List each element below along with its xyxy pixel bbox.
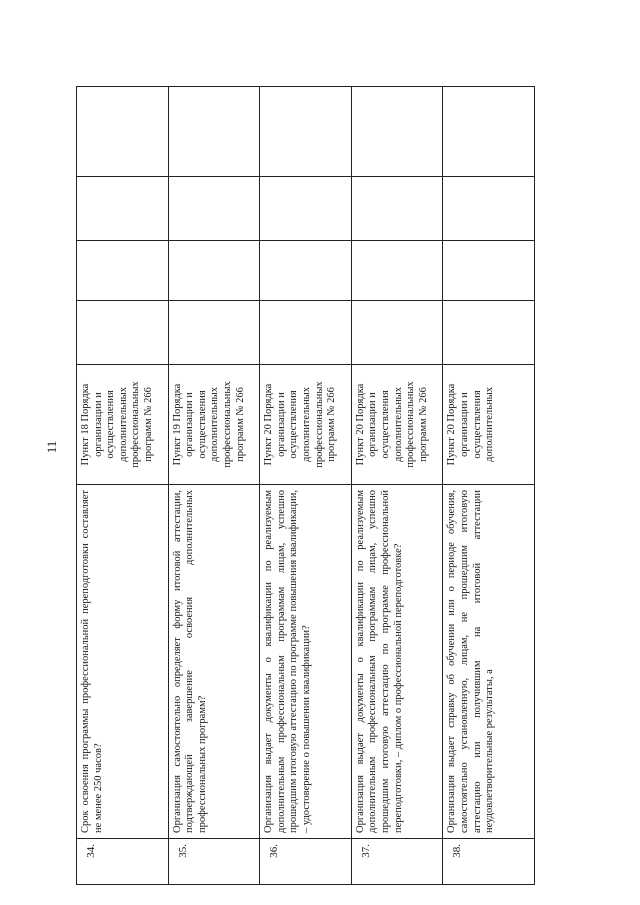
note-cell [77,87,169,177]
answer-cell [260,177,352,241]
answer-cell [168,177,260,241]
answer-cell [77,177,169,241]
page-number: 11 [44,440,59,454]
note-cell [168,87,260,177]
checklist-table [76,86,535,885]
table-row [351,87,443,885]
row-number: 34. [77,839,169,885]
answer-cell [351,301,443,365]
answer-cell [443,177,535,241]
row-number: 37. [351,839,443,885]
answer-cell [77,301,169,365]
answer-cell [168,301,260,365]
note-cell [260,87,352,177]
answer-cell [351,177,443,241]
answer-cell [443,241,535,301]
question-text: Организация самостоятельно определяет форму итоговой аттестации, подтверждающей завершение освоения дополнительных профессиональных программ? [168,485,260,839]
question-text: Организация выдает справку об обучении или о периоде обучения, самостоятельно установленную, лицам, не прошедшим итоговую аттестацию или получившим на итоговой аттестации неудовлетворительные результаты, а [443,485,535,839]
note-cell [351,87,443,177]
legal-reference: Пункт 20 Порядка организации и осуществления дополнительных [443,365,535,485]
table-row [260,87,352,885]
table-row [168,87,260,885]
legal-reference: Пункт 20 Порядка организации и осуществления дополнительных профессиональных программ № 266 [351,365,443,485]
legal-reference: Пункт 20 Порядка организации и осуществления дополнительных профессиональных программ № 266 [260,365,352,485]
answer-cell [260,241,352,301]
table-row [443,87,535,885]
question-text: Срок освоения программы профессиональной переподготовки составляет не менее 250 часов? [77,485,169,839]
legal-reference: Пункт 18 Порядка организации и осуществления дополнительных профессиональных программ № 266 [77,365,169,485]
checklist-table-wrapper [76,87,534,885]
answer-cell [260,301,352,365]
answer-cell [168,241,260,301]
question-text: Организация выдает документы о квалификации по реализуемым дополнительным профессиональным программам лицам, успешно прошедшим итоговую аттестацию по программе профессиональной переподготовки, – диплом о профессиональной переподготовке? [351,485,443,839]
answer-cell [77,241,169,301]
note-cell [443,87,535,177]
legal-reference: Пункт 19 Порядка организации и осуществления дополнительных профессиональных программ № 266 [168,365,260,485]
answer-cell [351,241,443,301]
table-row [77,87,169,885]
answer-cell [443,301,535,365]
row-number: 35. [168,839,260,885]
row-number: 36. [260,839,352,885]
question-text: Организация выдает документы о квалификации по реализуемым дополнительным профессиональным программам лицам, успешно прошедшим итоговую аттестацию по программе повышения квалификации, – удостоверение о повышении квалификации? [260,485,352,839]
row-number: 38. [443,839,535,885]
